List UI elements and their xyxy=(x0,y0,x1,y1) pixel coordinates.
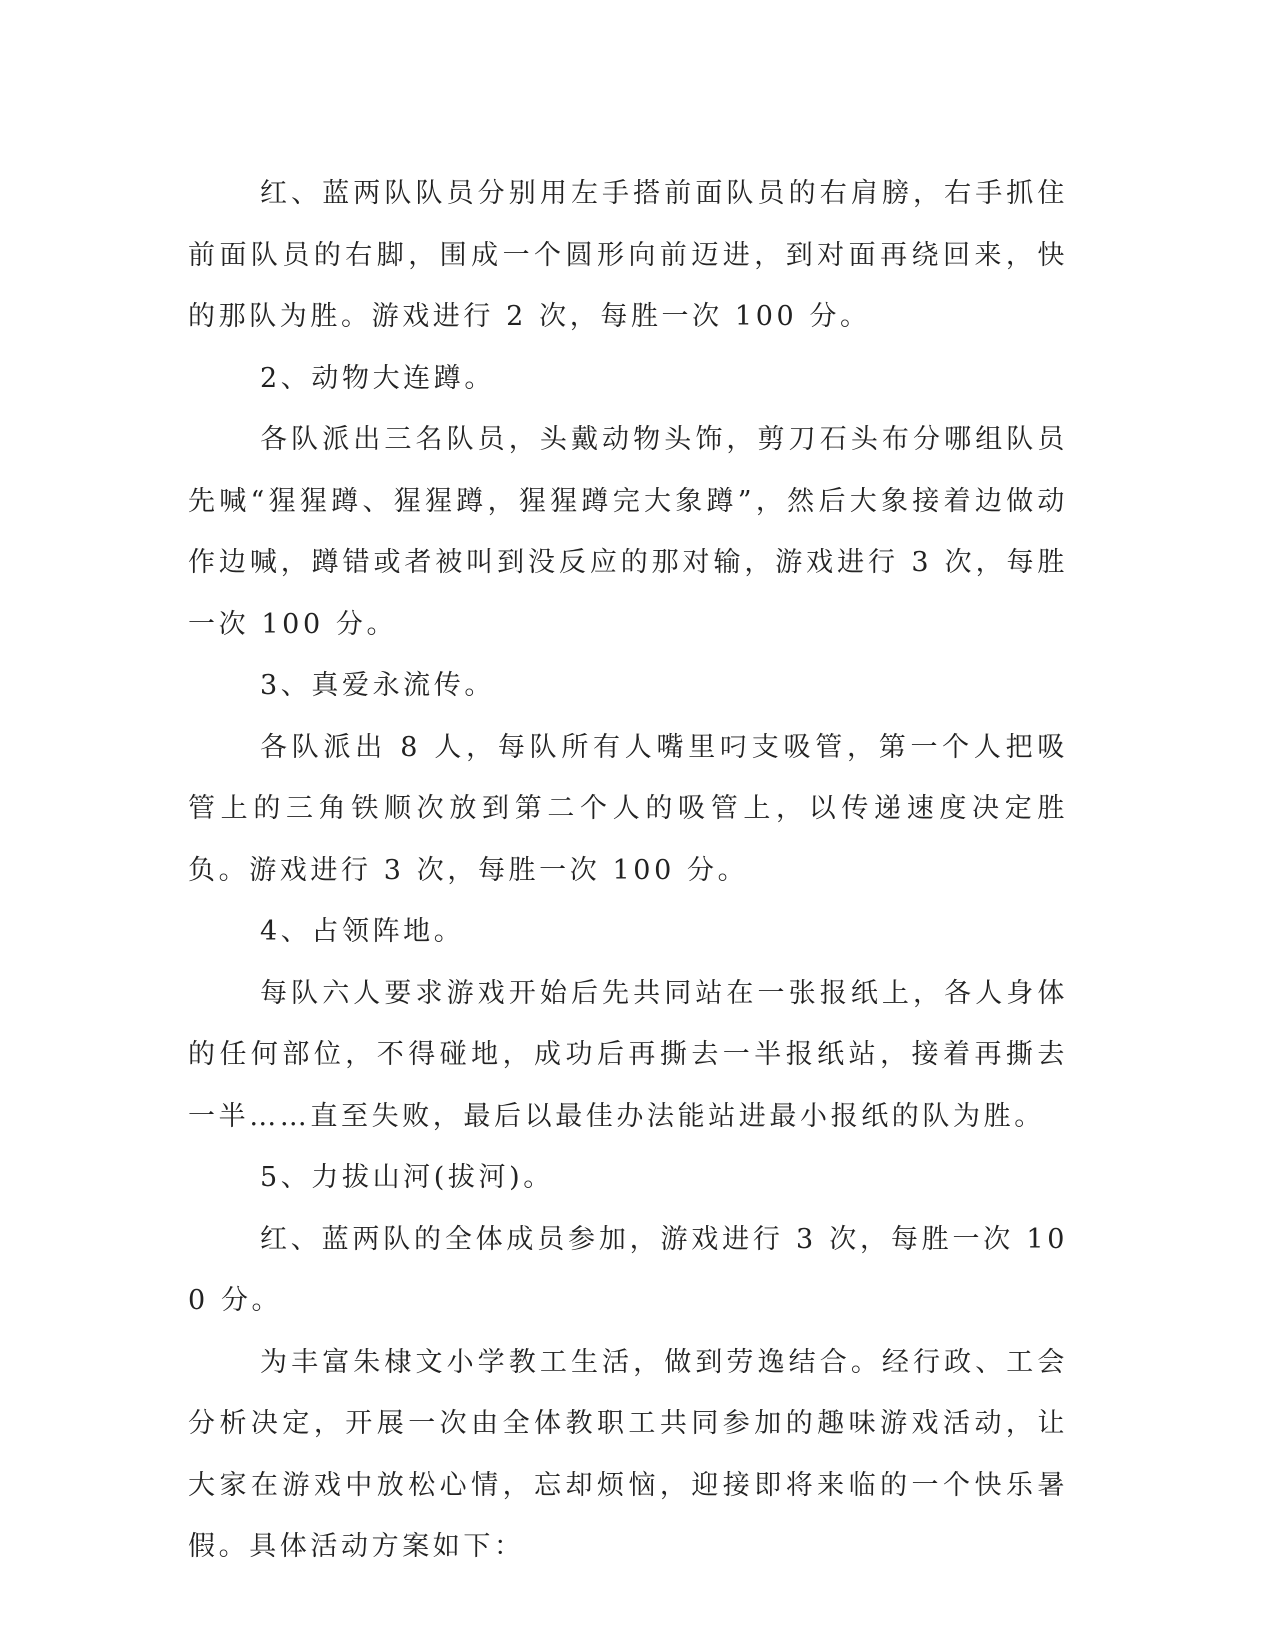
paragraph-intro: 为丰富朱棣文小学教工生活，做到劳逸结合。经行政、工会分析决定，开展一次由全体教职工共同参加的趣味游戏活动，让大家在游戏中放松心情，忘却烦恼，迎接即将来临的一个快乐暑假。具体活动方案如下： xyxy=(188,1346,1068,1562)
heading-game3: 3、真爱永流传。 xyxy=(260,670,495,701)
paragraph-game4-rules: 每队六人要求游戏开始后先共同站在一张报纸上，各人身体的任何部位，不得碰地，成功后再撕去一半报纸站，接着再撕去一半……直至失败，最后以最佳办法能站进最小报纸的队为胜。 xyxy=(188,977,1068,1132)
paragraph-game5-rules: 红、蓝两队的全体成员参加，游戏进行 3 次，每胜一次 100 分。 xyxy=(188,1223,1068,1316)
paragraph-game3-rules: 各队派出 8 人，每队所有人嘴里叼支吸管，第一个人把吸管上的三角铁顺次放到第二个人的吸管上，以传递速度决定胜负。游戏进行 3 次，每胜一次 100 分。 xyxy=(188,731,1068,886)
paragraph-game2-rules: 各队派出三名队员，头戴动物头饰，剪刀石头布分哪组队员先喊“猩猩蹲、猩猩蹲，猩猩蹲完大象蹲”，然后大象接着边做动作边喊，蹲错或者被叫到没反应的那对输，游戏进行 3 次，每胜一次 100 分。 xyxy=(188,424,1068,640)
heading-game4: 4、占领阵地。 xyxy=(260,916,465,947)
paragraph-game1-rules: 红、蓝两队队员分别用左手搭前面队员的右肩膀，右手抓住前面队员的右脚，围成一个圆形向前迈进，到对面再绕回来，快的那队为胜。游戏进行 2 次，每胜一次 100 分。 xyxy=(188,178,1068,332)
heading-game5: 5、力拔山河(拔河)。 xyxy=(260,1162,554,1193)
heading-game2: 2、动物大连蹲。 xyxy=(260,362,495,394)
document-body xyxy=(188,163,1068,1578)
